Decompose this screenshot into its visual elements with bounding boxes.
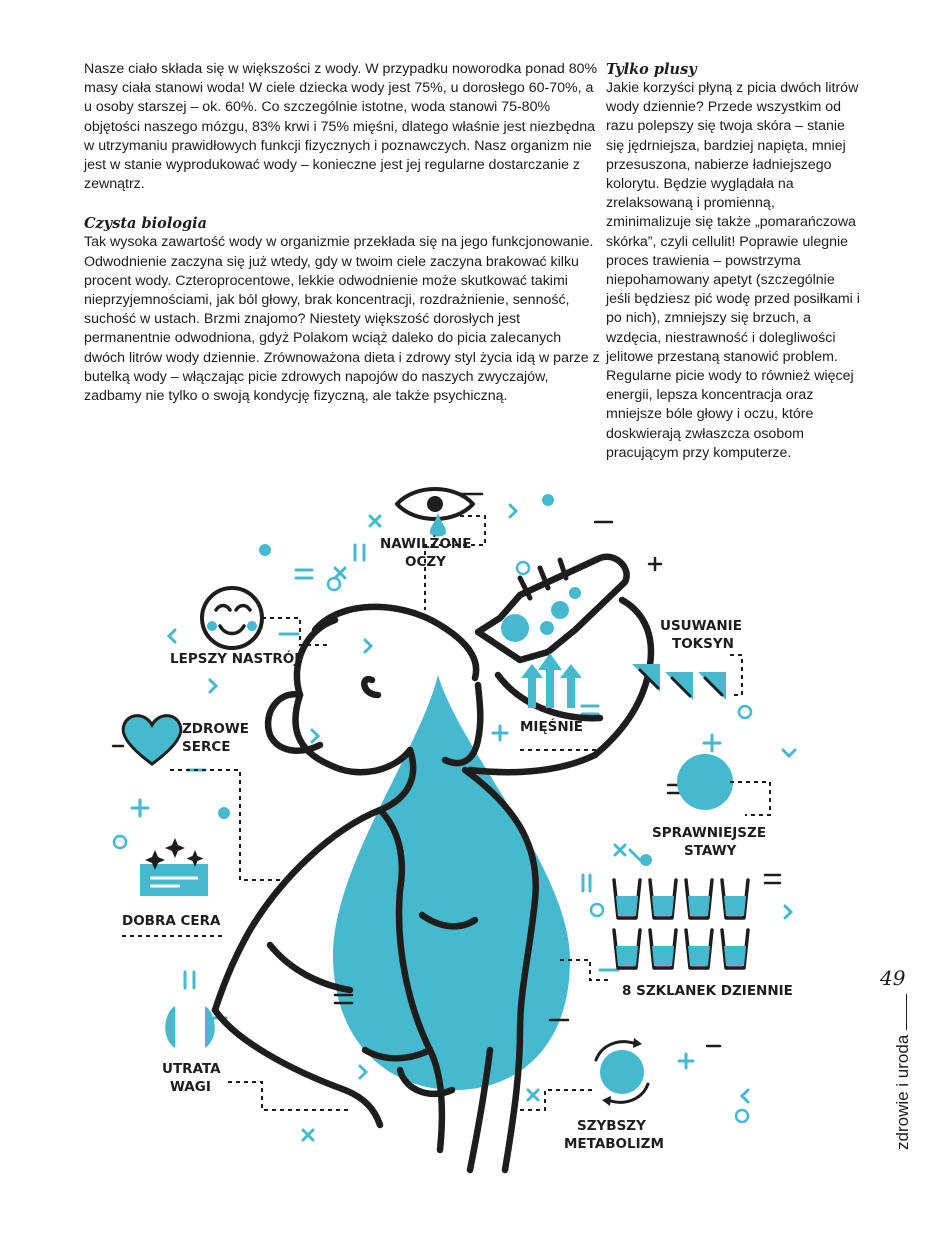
right-column	[606, 60, 861, 463]
label-weight-line2: WAGI	[170, 1079, 211, 1095]
label-metabolism-line1: SZYBSZY	[577, 1118, 646, 1134]
heart-icon	[123, 716, 181, 764]
label-metabolism-line2: METABOLIZM	[564, 1136, 664, 1152]
label-eyes-line1: NAWILŻONE	[380, 536, 472, 552]
label-skin: DOBRA CERA	[122, 913, 221, 929]
benefits-paragraph: Jakie korzyści płyną z picia dwóch litrów wody dziennie? Przede wszystkim od razu polepszy się twoja skóra – stanie się jędrniejsza, bardziej napięta, mniej przesuszona, nabierze ładniejszego kolorytu. Będzie wyglądała na zrelaksowaną i promienną, zminimalizuje się także „pomarańczowa skórka”, czyli cellulit! Poprawie ulegnie proces trawienia – powstrzyma niepohamowany apetyt (szczególnie jeśli będziesz pić wodę przed posiłkami i po nich), zmniejszy się brzuch, a wzdęcia, niestrawność i dolegliwości jelitowe przestaną stanowić problem. Regularne picie wody to również więcej energii, lepsza koncentracja oraz mniejsze bóle głowy i oczu, które doskwierają zwłaszcza osobom pracującym przy komputerze.	[606, 80, 860, 461]
section-heading-biology: Czysta biologia	[84, 215, 208, 233]
label-eyes-line2: OCZY	[405, 554, 446, 570]
section-name: zdrowie i uroda	[893, 1034, 912, 1150]
intro-paragraph: Nasze ciało składa się w większości z wody. W przypadku noworodka ponad 80% masy ciała stanowi woda! W ciele dziecka wody jest 75%, u dorosłego 60-70%, a u osoby starszej – ok. 60%. Co szczególnie istotne, woda stanowi 75-80% objętości naszego mózgu, 83% krwi i 75% mięśni, dlatego właśnie jest niezbędna w utrzymaniu prawidłowych funkcji fizycznych i poznawczych. Nasz organizm nie jest w stanie wyprodukować wody – konieczne jest jej regularne dostarczanie z zewnątrz.	[84, 61, 598, 193]
label-toxins-line2: TOKSYN	[672, 636, 734, 652]
label-muscles: MIĘŚNIE	[520, 719, 583, 735]
joint-circle-icon	[677, 754, 733, 810]
water-infographic	[0, 450, 935, 1249]
skin-icon	[140, 838, 208, 896]
glasses-icon	[614, 880, 748, 968]
eye-icon	[397, 489, 473, 537]
page-number-rule	[906, 994, 907, 1030]
section-heading-benefits: Tylko plusy	[606, 61, 697, 78]
label-toxins-line1: USUWANIE	[660, 618, 742, 634]
left-column	[84, 60, 604, 406]
label-weight-line1: UTRATA	[162, 1061, 221, 1077]
label-mood: LEPSZY NASTRÓJ	[170, 651, 300, 667]
muscles-icon	[521, 653, 582, 708]
label-glasses: 8 SZKLANEK DZIENNIE	[622, 983, 793, 999]
metabolism-icon	[596, 1038, 648, 1106]
biology-paragraph: Tak wysoka zawartość wody w organizmie przekłada się na jego funkcjonowanie. Odwodnienie zaczyna się już wtedy, gdy w twoim ciele zaczyna brakować kilku procent wody. Czteroprocentowe, lekkie odwodnienie może skutkować takimi nieprzyjemnościami, jak ból głowy, brak koncentracji, rozdrażnienie, senność, suchość w ustach. Brzmi znajomo? Niestety większość dorosłych jest permanentnie odwodniona, gdyż Polakom wciąż daleko do picia zalecanych dwóch litrów wody dziennie. Zrównoważona dieta i zdrowy styl życia idą w parze z butelką wody – włączając picie zdrowych napojów do naszych zwyczajów, zadbamy nie tylko o swoją kondycję fizyczną, ale także psychiczną.	[84, 234, 600, 405]
weight-icon	[165, 1006, 215, 1048]
label-joints-line2: STAWY	[684, 843, 737, 859]
label-heart-line1: ZDROWE	[182, 721, 249, 737]
water-bottle-icon	[478, 557, 627, 660]
page-number: 49	[880, 966, 906, 990]
label-heart-line2: SERCE	[182, 739, 231, 755]
smiley-icon	[202, 588, 262, 648]
label-joints-line1: SPRAWNIEJSZE	[652, 825, 767, 841]
